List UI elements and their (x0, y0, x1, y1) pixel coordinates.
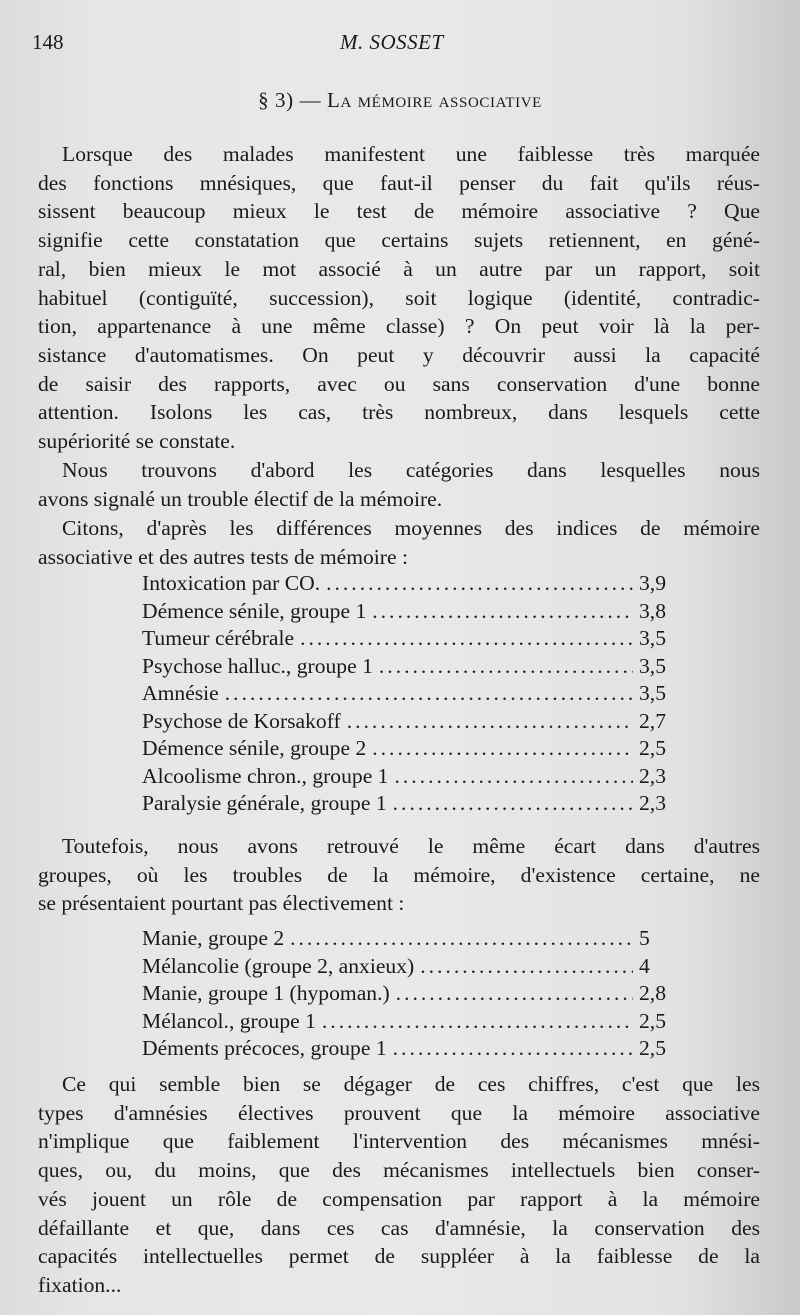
text-line: associative et des autres tests de mémoire : (38, 544, 408, 569)
row-value: 3,5 (639, 626, 666, 650)
section-number: § 3) — (258, 88, 328, 112)
row-value: 4 (639, 953, 650, 978)
row-label: Mélancol., groupe 1 (142, 1008, 316, 1033)
table-row (142, 1008, 667, 1036)
text-line: habituel (contiguïté, succession), soit logique (identité, contradic- (38, 285, 760, 310)
table-row (142, 980, 667, 1008)
paragraph-2 (38, 456, 760, 513)
row-label: Paralysie générale, groupe 1 (142, 791, 387, 815)
page-header (0, 30, 800, 58)
row-label: Manie, groupe 2 (142, 926, 285, 950)
row-value: 2,7 (639, 708, 666, 733)
row-label: Psychose de Korsakoff (142, 708, 341, 733)
text-line: tion, appartenance à une même classe) ? On peut voir là la per- (38, 314, 760, 339)
text-line: Ce qui semble bien se dégager de ces chiffres, c'est que les (62, 1072, 760, 1096)
row-label: Manie, groupe 1 (hypoman.) (142, 981, 390, 1005)
paragraph-1 (38, 140, 760, 456)
text-line: attention. Isolons les cas, très nombreux, dans lesquels cette (38, 400, 760, 425)
text-line: ques, ou, du moins, que des mécanismes intellectuels bien conser- (38, 1158, 760, 1183)
text-line: signifie cette constatation que certains sujets retiennent, en géné- (38, 228, 760, 253)
table-row (142, 570, 667, 598)
text-line: Nous trouvons d'abord les catégories dans lesquelles nous (62, 458, 760, 482)
table-row (142, 925, 667, 953)
leader-dots (379, 653, 633, 681)
row-label: Mélancolie (groupe 2, anxieux) (142, 953, 415, 978)
section-heading: La mémoire associative (327, 88, 542, 112)
row-value: 5 (639, 926, 650, 950)
text-line: types d'amnésies électives prouvent que la mémoire associative (38, 1100, 760, 1125)
table-row (142, 708, 667, 736)
text-line: avons signalé un trouble électif de la mémoire. (38, 486, 443, 511)
row-label: Intoxication par CO. (142, 571, 321, 595)
text-line: se présentaient pourtant pas électivement : (38, 891, 405, 916)
table-row (142, 953, 667, 981)
leader-dots (396, 980, 633, 1008)
row-value: 2,3 (639, 791, 666, 815)
text-line: n'implique que faiblement l'intervention des mécanismes mnési- (38, 1129, 760, 1154)
row-label: Psychose halluc., groupe 1 (142, 653, 373, 678)
text-line: Citons, d'après les différences moyennes des indices de mémoire (62, 516, 760, 540)
leader-dots (322, 1008, 633, 1036)
leader-dots (326, 570, 633, 598)
leader-dots (300, 625, 633, 653)
row-label: Démence sénile, groupe 2 (142, 736, 367, 760)
paragraph-5 (38, 1070, 760, 1300)
table-row (142, 653, 667, 681)
text-line: des fonctions mnésiques, que faut-il penser du fait qu'ils réus- (38, 170, 760, 195)
text-line: Toutefois, nous avons retrouvé le même écart dans d'autres (62, 834, 760, 858)
leader-dots (290, 925, 633, 953)
section-title (0, 88, 800, 113)
leader-dots (393, 1035, 633, 1063)
text-line: groupes, où les troubles de la mémoire, d'existence certaine, ne (38, 862, 760, 887)
running-head: M. SOSSET (340, 30, 444, 54)
row-value: 2,5 (639, 1008, 666, 1033)
row-value: 3,5 (639, 653, 666, 678)
row-value: 2,5 (639, 1036, 666, 1060)
leader-dots (225, 680, 633, 708)
leader-dots (394, 763, 633, 791)
row-value: 2,5 (639, 736, 666, 760)
text-line: sistance d'automatismes. On peut y découvrir aussi la capacité (38, 342, 760, 367)
leader-dots (420, 953, 633, 981)
table-row (142, 598, 667, 626)
text-line: Lorsque des malades manifestent une faiblesse très marquée (62, 142, 760, 166)
memory-index-table-2 (142, 925, 667, 1063)
text-line: de saisir des rapports, avec ou sans conservation d'une bonne (38, 371, 760, 396)
row-label: Tumeur cérébrale (142, 626, 295, 650)
table-row (142, 680, 667, 708)
row-value: 2,3 (639, 763, 666, 788)
text-line: sissent beaucoup mieux le test de mémoire associative ? Que (38, 199, 760, 224)
table-row (142, 763, 667, 791)
table-row (142, 1035, 667, 1063)
leader-dots (393, 790, 633, 818)
text-line: capacités intellectuelles permet de suppléer à la faiblesse de la (38, 1244, 760, 1269)
row-value: 3,8 (639, 598, 666, 623)
table-row (142, 625, 667, 653)
table-row (142, 735, 667, 763)
leader-dots (372, 598, 633, 626)
text-line: défaillante et que, dans ces cas d'amnésie, la conservation des (38, 1215, 760, 1240)
text-line: vés jouent un rôle de compensation par rapport à la mémoire (38, 1186, 760, 1211)
paragraph-3 (38, 514, 760, 571)
row-label: Amnésie (142, 681, 219, 705)
row-label: Déments précoces, groupe 1 (142, 1036, 387, 1060)
row-value: 2,8 (639, 981, 666, 1005)
text-line: fixation... (38, 1272, 122, 1297)
row-value: 3,5 (639, 681, 666, 705)
row-value: 3,9 (639, 571, 666, 595)
leader-dots (347, 708, 633, 736)
leader-dots (372, 735, 633, 763)
row-label: Démence sénile, groupe 1 (142, 598, 367, 623)
paragraph-4 (38, 832, 760, 918)
page-number: 148 (32, 30, 64, 54)
table-row (142, 790, 667, 818)
text-line: ral, bien mieux le mot associé à un autre par un rapport, soit (38, 256, 760, 281)
text-line: supériorité se constate. (38, 429, 236, 454)
row-label: Alcoolisme chron., groupe 1 (142, 763, 389, 788)
memory-index-table-1 (142, 570, 667, 818)
